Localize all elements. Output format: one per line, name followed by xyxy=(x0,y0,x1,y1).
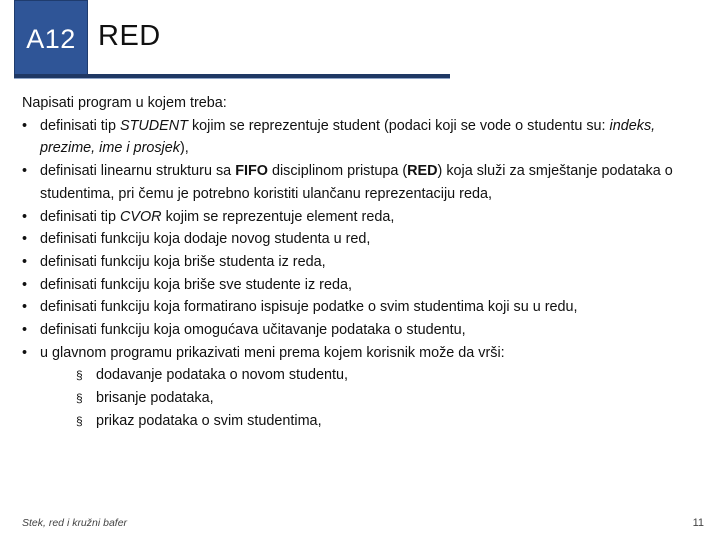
list-item xyxy=(22,115,712,160)
list-item-emphasis: CVOR xyxy=(120,208,162,225)
list-item-text: ) koja služi za smještanje podataka o studentima, pri čemu je potrebno koristiti ulančanu reprezentaciju reda, xyxy=(40,163,673,202)
page-number: 11 xyxy=(692,517,704,529)
sub-list-item xyxy=(76,387,712,410)
list-item xyxy=(22,319,712,342)
sub-list-item-text: dodavanje podataka o novom studentu, xyxy=(96,367,349,384)
list-item-text: kojim se reprezentuje student (podaci koji se vode o studentu su: xyxy=(187,117,610,134)
bullet-icon: • xyxy=(22,163,28,180)
slide-number-badge: A12 xyxy=(14,0,88,76)
sub-list-item xyxy=(76,410,712,433)
intro-text: Napisati program u kojem treba: xyxy=(22,95,227,111)
list-item-strong: RED xyxy=(407,163,438,180)
list-item-text: disciplinom pristupa ( xyxy=(267,163,408,180)
list-item xyxy=(22,206,712,229)
list-item-text: definisati funkciju koja dodaje novog studenta u red, xyxy=(40,231,371,248)
bullet-icon: • xyxy=(22,299,28,316)
square-bullet-icon: § xyxy=(76,391,83,406)
title-underline-thin xyxy=(14,78,450,79)
slide-title: RED xyxy=(98,20,161,52)
task-list xyxy=(22,115,712,365)
footer-caption: Stek, red i kružni bafer xyxy=(22,517,128,529)
list-item xyxy=(22,251,712,274)
list-item xyxy=(22,296,712,319)
bullet-icon: • xyxy=(22,276,28,293)
bullet-icon: • xyxy=(22,117,28,134)
list-item-text: ), xyxy=(179,140,189,157)
list-item-text: kojim se reprezentuje element reda, xyxy=(161,208,395,225)
square-bullet-icon: § xyxy=(76,413,83,428)
bullet-icon: • xyxy=(22,322,28,339)
list-item-emphasis: STUDENT xyxy=(120,117,188,134)
list-item-strong: FIFO xyxy=(235,163,268,180)
bullet-icon: • xyxy=(22,231,28,248)
sub-list-item xyxy=(76,364,712,387)
square-bullet-icon: § xyxy=(76,368,83,383)
list-item-text: definisati funkciju koja briše studenta iz reda, xyxy=(40,253,326,270)
list-item xyxy=(22,342,712,365)
list-item-text: definisati funkciju koja briše sve studente iz reda, xyxy=(40,276,352,293)
bullet-icon: • xyxy=(22,253,28,270)
list-item xyxy=(22,274,712,297)
slide-content xyxy=(22,92,712,433)
list-item-text: definisati tip xyxy=(40,208,120,225)
list-item-text: u glavnom programu prikazivati meni prema kojem korisnik može da vrši: xyxy=(40,344,505,361)
list-item-emphasis: indeks, prezime, ime i prosjek xyxy=(40,117,656,157)
list-item xyxy=(22,160,712,205)
list-item-text: definisati tip xyxy=(40,117,120,134)
list-item-text: definisati linearnu strukturu sa xyxy=(40,163,236,180)
sub-list-item-text: prikaz podataka o svim studentima, xyxy=(96,412,322,429)
list-item xyxy=(22,228,712,251)
sub-list-item-text: brisanje podataka, xyxy=(96,390,214,407)
list-item-text: definisati funkciju koja formatirano ispisuje podatke o svim studentima koji su u redu, xyxy=(40,299,578,316)
bullet-icon: • xyxy=(22,344,28,361)
list-item-text: definisati funkciju koja omogućava učitavanje podataka o studentu, xyxy=(40,322,466,339)
bullet-icon: • xyxy=(22,208,28,225)
menu-options-list xyxy=(22,364,712,432)
